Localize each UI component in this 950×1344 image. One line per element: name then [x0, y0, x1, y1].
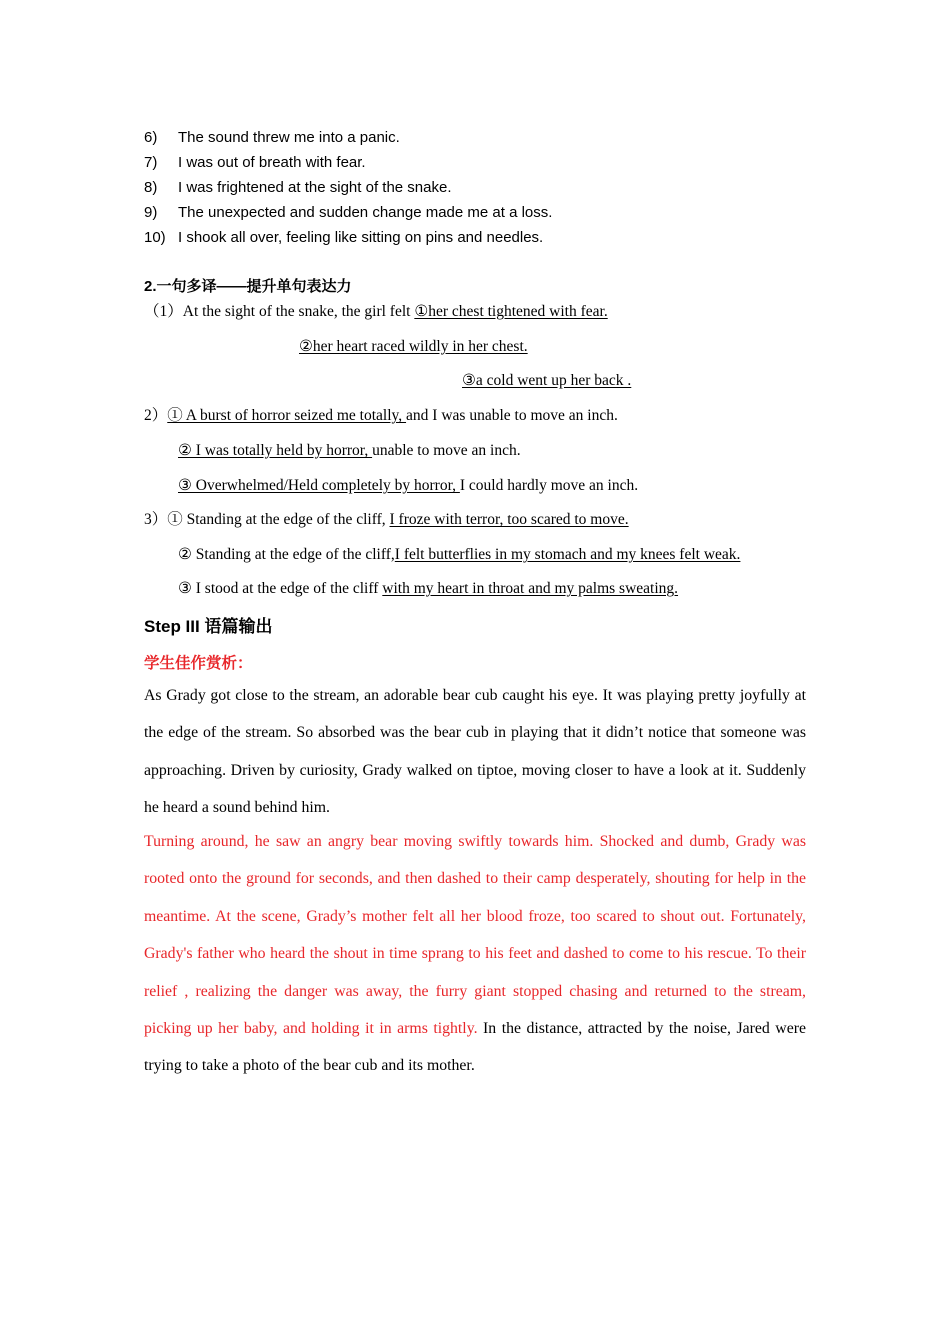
example-1-line-c: [462, 370, 631, 392]
list-number: 8): [144, 179, 158, 196]
example-1-line-a: [144, 301, 608, 323]
example-1-option-a: ①her chest tightened with fear.: [414, 303, 608, 320]
list-item: [144, 150, 804, 175]
example-2-option-c-rest: I could hardly move an inch.: [459, 477, 639, 494]
list-text: I was out of breath with fear.: [178, 154, 366, 171]
list-item: [144, 225, 804, 250]
list-item: [144, 175, 804, 200]
step-subtitle: 学生佳作赏析：: [144, 654, 253, 672]
example-3-option-b: I felt butterflies in my stomach and my knees felt weak.: [394, 546, 741, 563]
list-item: [144, 200, 804, 225]
example-3-option-c: with my heart in throat and my palms sweating.: [382, 580, 679, 597]
example-1-option-b: ②her heart raced wildly in her chest.: [299, 338, 528, 355]
numbered-list: [144, 125, 804, 250]
example-2-option-c: ③ Overwhelmed/Held completely by horror,: [178, 477, 460, 494]
example-1-line-b: [299, 336, 528, 358]
example-3-option-a-lead: 3）① Standing at the edge of the cliff,: [144, 511, 390, 528]
example-2-option-a-rest: and I was unable to move an inch.: [406, 407, 618, 424]
example-2-option-a: ① A burst of horror seized me totally,: [167, 407, 407, 424]
example-2-option-b: ② I was totally held by horror,: [178, 442, 373, 459]
example-2-label: 2）: [144, 407, 168, 424]
example-3-line-b: [178, 544, 740, 566]
list-text: I was frightened at the sight of the snake.: [178, 179, 452, 196]
essay-highlighted-text: Turning around, he saw an angry bear moving swiftly towards him. Shocked and dumb, Grady was rooted onto the ground for seconds, and then dashed to their camp desperately, shouting for help in the meantime. At the scene, Grady’s mother felt all her blood froze, too scared to shout out. Fortunately, Grady's father who heard the shout in time sprang to his feet and dashed to come to his rescue. To their relief , realizing the danger was away, the furry giant stopped chasing and returned to the stream, picking up her baby, and holding it in arms tightly.: [144, 833, 806, 1038]
list-text: The unexpected and sudden change made me at a loss.: [178, 204, 553, 221]
list-text: The sound threw me into a panic.: [178, 129, 400, 146]
list-number: 9): [144, 204, 158, 221]
list-item: [144, 125, 804, 150]
essay-paragraph-1: As Grady got close to the stream, an adorable bear cub caught his eye. It was playing pretty joyfully at the edge of the stream. So absorbed was the bear cub in playing that it didn’t notice that someone was approaching. Driven by curiosity, Grady walked on tiptoe, moving closer to have a look at it. Suddenly he heard a sound behind him.: [144, 687, 806, 817]
essay-plain-text: In the distance, attracted by the noise, Jared were trying to take a photo of the bear cub and its mother.: [144, 1020, 806, 1075]
section-title: 2.一句多译——提升单句表达力: [144, 278, 352, 295]
example-2-option-b-rest: unable to move an inch.: [372, 442, 521, 459]
example-2-line-c: [178, 475, 638, 497]
list-text: I shook all over, feeling like sitting on pins and needles.: [178, 229, 544, 246]
example-2-line-b: [178, 440, 521, 462]
list-number: 10): [144, 229, 166, 246]
example-3-line-a: [144, 509, 629, 531]
example-1-lead: （1）At the sight of the snake, the girl felt: [144, 303, 415, 320]
example-3-option-a: I froze with terror, too scared to move.: [389, 511, 629, 528]
example-3-option-c-lead: ③ I stood at the edge of the cliff: [178, 580, 383, 597]
list-number: 6): [144, 129, 158, 146]
list-number: 7): [144, 154, 158, 171]
example-1-option-c: ③a cold went up her back .: [462, 372, 632, 389]
step-title: Step III 语篇输出: [144, 617, 273, 636]
example-3-option-b-lead: ② Standing at the edge of the cliff,: [178, 546, 395, 563]
example-2-line-a: [144, 405, 618, 427]
essay-paragraph-2: [144, 823, 806, 1085]
example-3-line-c: [178, 578, 678, 600]
